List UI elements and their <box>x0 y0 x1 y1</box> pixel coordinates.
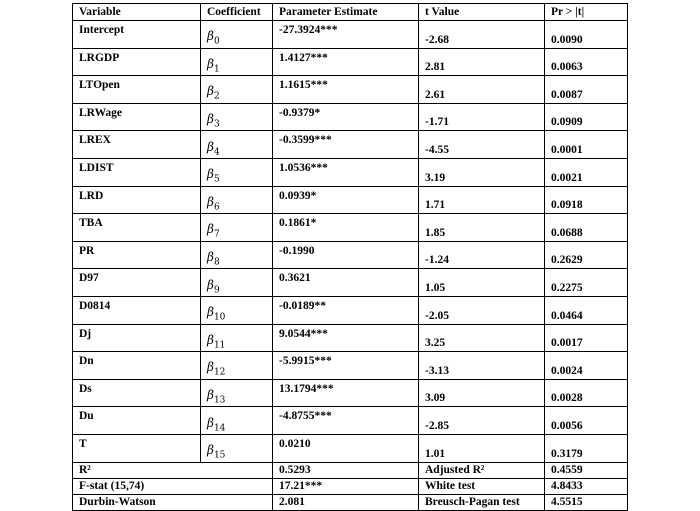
p-value-cell: 0.2629 <box>545 241 628 269</box>
coefficient-index: 10 <box>213 312 226 323</box>
statistic-label: F-stat (15,74) <box>73 478 273 494</box>
t-value-cell: -1.71 <box>419 103 545 131</box>
t-value-cell: 1.01 <box>419 434 545 462</box>
variable-cell: T <box>73 434 201 462</box>
p-value-cell: 0.0087 <box>545 76 628 104</box>
coefficient-index: 6 <box>213 202 220 213</box>
coefficient-symbol: β <box>207 277 214 292</box>
coefficient-index: 14 <box>213 422 226 433</box>
table-row <box>73 186 628 214</box>
coefficient-index: 15 <box>213 450 226 461</box>
coefficient-cell <box>201 352 273 380</box>
coefficient-cell <box>201 379 273 407</box>
variable-cell: LRGDP <box>73 48 201 76</box>
table-row <box>73 241 628 269</box>
p-value-cell: 0.0464 <box>545 296 628 324</box>
p-value-cell: 0.0024 <box>545 352 628 380</box>
coefficient-index: 7 <box>213 229 220 240</box>
coefficient-symbol: β <box>207 222 214 237</box>
estimate-cell: -0.0189** <box>273 296 419 324</box>
coefficient-cell <box>201 21 273 49</box>
variable-cell: D97 <box>73 269 201 297</box>
header-t-value: t Value <box>419 4 545 21</box>
table-row <box>73 269 628 297</box>
t-value-cell: 2.81 <box>419 48 545 76</box>
header-parameter-estimate: Parameter Estimate <box>273 4 419 21</box>
statistic-value: 17.21*** <box>273 478 419 494</box>
t-value-cell: -1.24 <box>419 241 545 269</box>
coefficient-symbol: β <box>207 167 214 182</box>
estimate-cell: 1.1615*** <box>273 76 419 104</box>
p-value-cell: 0.0688 <box>545 214 628 242</box>
estimate-cell: -0.1990 <box>273 241 419 269</box>
coefficient-index: 9 <box>213 284 220 295</box>
coefficient-cell <box>201 186 273 214</box>
coefficient-cell <box>201 324 273 352</box>
coefficient-index: 8 <box>213 257 220 268</box>
regression-results-table <box>72 3 628 511</box>
p-value-cell: 0.0063 <box>545 48 628 76</box>
coefficient-symbol: β <box>207 387 214 402</box>
coefficient-cell <box>201 407 273 435</box>
t-value-cell: 1.05 <box>419 269 545 297</box>
variable-cell: Dn <box>73 352 201 380</box>
t-value-cell: -4.55 <box>419 131 545 159</box>
statistic-value-secondary: 0.4559 <box>545 462 628 478</box>
coefficient-cell <box>201 434 273 462</box>
table-row <box>73 21 628 49</box>
coefficient-cell <box>201 131 273 159</box>
coefficient-symbol: β <box>207 443 214 458</box>
coefficient-cell <box>201 214 273 242</box>
statistic-label-secondary: White test <box>419 478 545 494</box>
table-row <box>73 48 628 76</box>
p-value-cell: 0.3179 <box>545 434 628 462</box>
t-value-cell: 2.61 <box>419 76 545 104</box>
coefficient-cell <box>201 103 273 131</box>
coefficient-index: 0 <box>213 36 220 47</box>
variable-cell: D0814 <box>73 296 201 324</box>
t-value-cell: -3.13 <box>419 352 545 380</box>
statistic-value-secondary: 4.8433 <box>545 478 628 494</box>
estimate-cell: 13.1794*** <box>273 379 419 407</box>
coefficient-cell <box>201 158 273 186</box>
estimate-cell: -27.3924*** <box>273 21 419 49</box>
table-row <box>73 76 628 104</box>
coefficient-symbol: β <box>207 139 214 154</box>
statistic-label: R² <box>73 462 273 478</box>
statistics-row <box>73 478 628 494</box>
variable-cell: Ds <box>73 379 201 407</box>
coefficient-symbol: β <box>207 415 214 430</box>
estimate-cell: 9.0544*** <box>273 324 419 352</box>
table-row <box>73 407 628 435</box>
p-value-cell: 0.0017 <box>545 324 628 352</box>
table-row <box>73 158 628 186</box>
coefficient-cell <box>201 48 273 76</box>
p-value-cell: 0.0909 <box>545 103 628 131</box>
p-value-cell: 0.0056 <box>545 407 628 435</box>
coefficient-index: 12 <box>213 367 226 378</box>
coefficient-symbol: β <box>207 29 214 44</box>
coefficient-symbol: β <box>207 56 214 71</box>
variable-cell: TBA <box>73 214 201 242</box>
p-value-cell: 0.0090 <box>545 21 628 49</box>
table-row <box>73 131 628 159</box>
statistics-row <box>73 462 628 478</box>
t-value-cell: 1.85 <box>419 214 545 242</box>
coefficient-cell <box>201 241 273 269</box>
t-value-cell: 3.09 <box>419 379 545 407</box>
variable-cell: LREX <box>73 131 201 159</box>
estimate-cell: -4.8755*** <box>273 407 419 435</box>
header-row <box>73 4 628 21</box>
variable-cell: Intercept <box>73 21 201 49</box>
coefficient-index: 11 <box>213 340 226 351</box>
coefficient-index: 4 <box>213 146 220 157</box>
estimate-cell: -0.3599*** <box>273 131 419 159</box>
table-row <box>73 352 628 380</box>
p-value-cell: 0.0021 <box>545 158 628 186</box>
estimate-cell: 0.1861* <box>273 214 419 242</box>
p-value-cell: 0.2275 <box>545 269 628 297</box>
variable-cell: Dj <box>73 324 201 352</box>
table-row <box>73 214 628 242</box>
estimate-cell: 0.0210 <box>273 434 419 462</box>
statistic-value: 2.081 <box>273 494 419 510</box>
table-body <box>73 4 628 511</box>
statistics-row <box>73 494 628 510</box>
t-value-cell: 3.19 <box>419 158 545 186</box>
statistic-value-secondary: 4.5515 <box>545 494 628 510</box>
table-row <box>73 434 628 462</box>
coefficient-index: 3 <box>213 119 220 130</box>
p-value-cell: 0.0918 <box>545 186 628 214</box>
table-row <box>73 324 628 352</box>
coefficient-symbol: β <box>207 305 214 320</box>
estimate-cell: 1.4127*** <box>273 48 419 76</box>
coefficient-symbol: β <box>207 360 214 375</box>
header-p-value: Pr > |t| <box>545 4 628 21</box>
t-value-cell: 3.25 <box>419 324 545 352</box>
coefficient-index: 5 <box>213 174 220 185</box>
p-value-cell: 0.0028 <box>545 379 628 407</box>
coefficient-index: 13 <box>213 395 226 406</box>
table-row <box>73 103 628 131</box>
estimate-cell: -5.9915*** <box>273 352 419 380</box>
variable-cell: LRD <box>73 186 201 214</box>
coefficient-index: 2 <box>213 91 220 102</box>
coefficient-symbol: β <box>207 249 214 264</box>
estimate-cell: -0.9379* <box>273 103 419 131</box>
coefficient-symbol: β <box>207 332 214 347</box>
statistic-label: Durbin-Watson <box>73 494 273 510</box>
estimate-cell: 1.0536*** <box>273 158 419 186</box>
variable-cell: Du <box>73 407 201 435</box>
variable-cell: LDIST <box>73 158 201 186</box>
table-row <box>73 296 628 324</box>
estimate-cell: 0.3621 <box>273 269 419 297</box>
header-coefficient: Coefficient <box>201 4 273 21</box>
t-value-cell: -2.85 <box>419 407 545 435</box>
statistic-label-secondary: Breusch-Pagan test <box>419 494 545 510</box>
variable-cell: LTOpen <box>73 76 201 104</box>
coefficient-symbol: β <box>207 84 214 99</box>
coefficient-index: 1 <box>213 64 220 75</box>
coefficient-cell <box>201 296 273 324</box>
coefficient-symbol: β <box>207 194 214 209</box>
coefficient-symbol: β <box>207 111 214 126</box>
estimate-cell: 0.0939* <box>273 186 419 214</box>
t-value-cell: -2.05 <box>419 296 545 324</box>
t-value-cell: 1.71 <box>419 186 545 214</box>
t-value-cell: -2.68 <box>419 21 545 49</box>
p-value-cell: 0.0001 <box>545 131 628 159</box>
header-variable: Variable <box>73 4 201 21</box>
statistic-label-secondary: Adjusted R² <box>419 462 545 478</box>
coefficient-cell <box>201 269 273 297</box>
table-row <box>73 379 628 407</box>
variable-cell: PR <box>73 241 201 269</box>
coefficient-cell <box>201 76 273 104</box>
variable-cell: LRWage <box>73 103 201 131</box>
statistic-value: 0.5293 <box>273 462 419 478</box>
